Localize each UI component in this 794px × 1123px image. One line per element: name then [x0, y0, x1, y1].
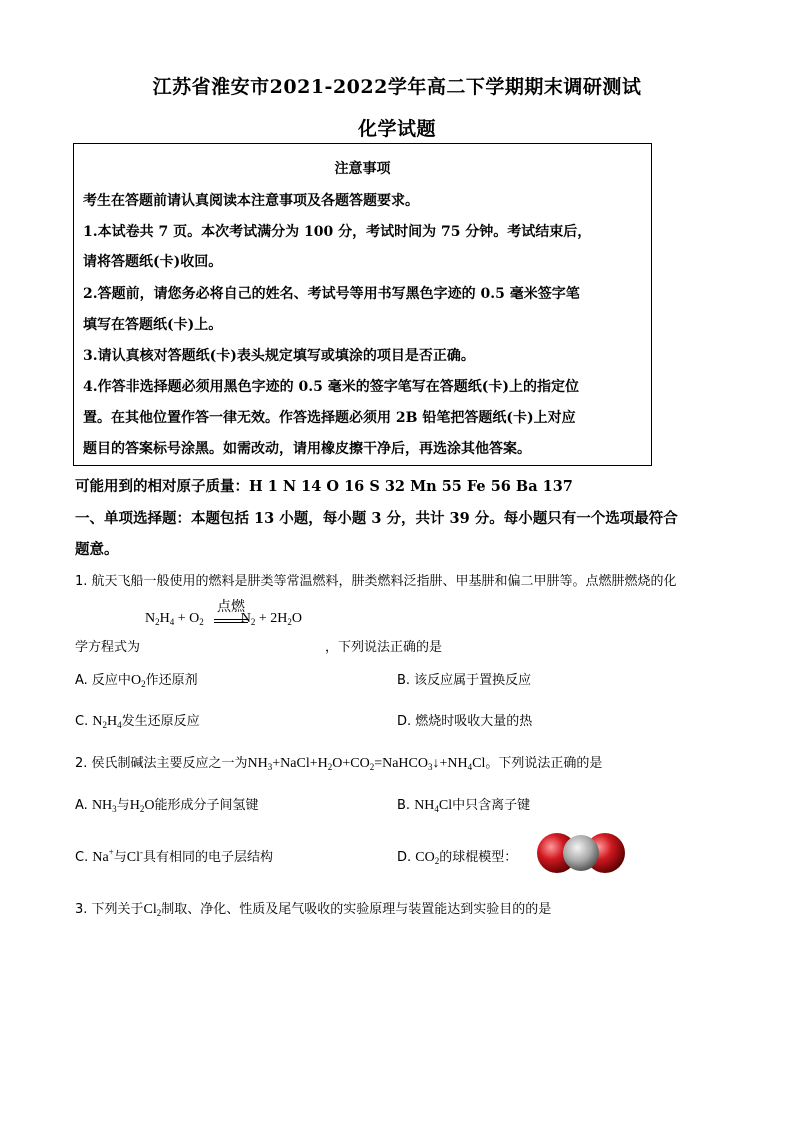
notice-line-2b: 填写在答题纸(卡)上。 [83, 317, 223, 333]
notice-box [73, 143, 652, 466]
section-heading-cont: 题意。 [75, 541, 119, 558]
section-heading: 一、单项选择题：本题包括 13 小题，每小题 3 分，共计 39 分。每小题只有一个选项最符合 [75, 510, 678, 527]
q2-option-b[interactable]: B. $NH_4Cl$中只含离子键 [397, 798, 531, 814]
exam-title: 江苏省淮安市2021-2022学年高二下学期期末调研测试 [152, 76, 642, 98]
q2-option-a[interactable]: A. $NH_3$与$H_2O$能形成分子间氢键 [75, 798, 259, 814]
notice-heading: 注意事项 [334, 161, 391, 177]
q1-stem-line2: 学方程式为 ，下列说法正确的是 [75, 640, 443, 655]
q2-option-d[interactable]: D. $CO_2$的球棍模型： [397, 850, 518, 866]
q1-equation: $N_2H_4 + O_2$ $N_2 + 2H_2O$ [145, 611, 303, 627]
notice-intro: 考生在答题前请认真阅读本注意事项及各题答题要求。 [83, 193, 419, 209]
q1-option-d[interactable]: D. 燃烧时吸收大量的热 [397, 714, 533, 729]
carbon-atom [563, 835, 599, 871]
q1-option-c[interactable]: C. $N_2H_4$发生还原反应 [75, 714, 200, 730]
notice-line-1a: 1.本试卷共 7 页。本次考试满分为 100 分，考试时间为 75 分钟。考试结束后， [83, 224, 592, 240]
q1-stem: 1. 航天飞船一般使用的燃料是肼类等常温燃料，肼类燃料泛指肼、甲基肼和偏二甲肼等。点燃肼燃烧的化 [75, 574, 677, 589]
q1-condition: 点燃 [217, 599, 245, 615]
co2-ball-model [536, 829, 626, 877]
q1-option-a[interactable]: A. 反应中$O_2$作还原剂 [75, 673, 198, 689]
notice-line-1b: 请将答题纸(卡)收回。 [83, 254, 223, 270]
q2-option-c[interactable]: C. Na+与Cl-具有相同的电子层结构 [75, 847, 274, 865]
notice-line-2a: 2.答题前，请您务必将自己的姓名、考试号等用书写黑色字迹的 0.5 毫米签字笔 [83, 286, 580, 302]
notice-line-4b: 置。在其他位置作答一律无效。作答选择题必须用 2B 铅笔把答题纸(卡)上对应 [83, 410, 576, 426]
notice-line-3: 3.请认真核对答题纸(卡)表头规定填写或填涂的项目是否正确。 [83, 348, 475, 364]
q1-option-b[interactable]: B. 该反应属于置换反应 [397, 673, 532, 688]
atomic-masses: 可能用到的相对原子质量：H 1 N 14 O 16 S 32 Mn 55 Fe 56 Ba 137 [75, 478, 573, 495]
notice-line-4a: 4.作答非选择题必须用黑色字迹的 0.5 毫米的签字笔写在答题纸(卡)上的指定位 [83, 379, 579, 395]
notice-line-4c: 题目的答案标号涂黑。如需改动，请用橡皮擦干净后，再选涂其他答案。 [83, 441, 531, 457]
exam-subtitle: 化学试题 [357, 118, 436, 140]
q2-stem: 2. 侯氏制碱法主要反应之一为$NH_3+NaCl+H_2O+CO_2=NaHCO_3↓+NH_4Cl$。下列说法正确的是 [75, 756, 603, 772]
q3-stem: 3. 下列关于$Cl_2$制取、净化、性质及尾气吸收的实验原理与装置能达到实验目的的是 [75, 902, 552, 918]
